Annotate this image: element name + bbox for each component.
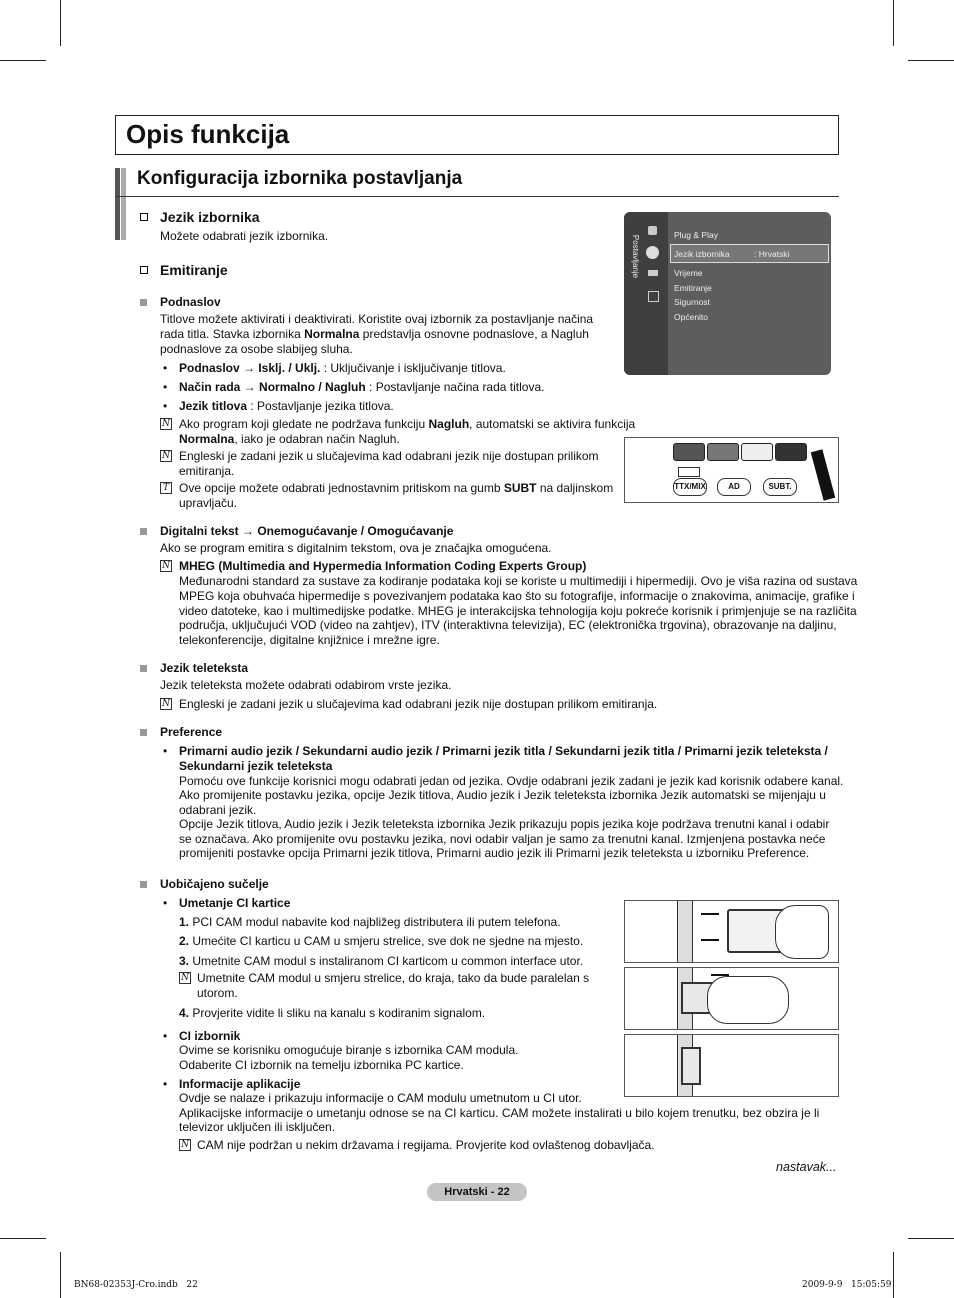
text: Sekundarni jezik teleteksta [179, 759, 333, 773]
channel-icon [648, 270, 658, 276]
menu-vertical-label: Postavljanje [631, 234, 641, 279]
text: Jezik teleteksta možete odabrati odabirom vrste jezika. [160, 678, 452, 692]
note-icon: N [160, 560, 172, 572]
text: Opcije Jezik titlova, Audio jezik i Jezik teleteksta izbornika Jezik prikazuju popis jezika koje podržava trenutni kanal i odabir [179, 817, 830, 831]
text: Titlove možete aktivirati i deaktivirati. Koristite ovaj izbornik za postavljanje načina [160, 312, 594, 326]
crop-mark [908, 1238, 954, 1239]
subheading: Preference [160, 725, 223, 739]
note-title: MHEG (Multimedia and Hypermedia Information Coding Experts Group) [179, 559, 587, 573]
bullet: • [163, 1029, 168, 1043]
continued-label: nastavak... [776, 1160, 837, 1174]
note-text: CAM nije podržan u nekim državama i regijama. Provjerite kod ovlaštenog dobavljača. [197, 1138, 655, 1152]
text: promijeniti postavke opcija Primarni jezik titlova, Primarni audio jezik ili Primarni jezik teleteksta u izborniku Preference. [179, 846, 810, 860]
bullet: • [163, 399, 168, 413]
cam-figure-2 [624, 967, 839, 1030]
note-icon: N [179, 972, 191, 984]
subheading: Digitalni tekst → Onemogućavanje / Omogućavanje [160, 524, 454, 538]
section-title: Konfiguracija izbornika postavljanja [137, 168, 463, 189]
note-icon: N [160, 698, 172, 710]
subheading: Podnaslov [160, 295, 221, 309]
hand [775, 905, 829, 959]
bullet: • [163, 896, 168, 910]
remote-button-red [673, 443, 705, 461]
ad-button: AD [717, 478, 751, 496]
text: Možete odabrati jezik izbornika. [160, 229, 329, 243]
text: CI izbornik [179, 1029, 241, 1043]
text-line: rada titla. Stavka izbornika Normalna predstavlja osnovne podnaslove, a Nagluh [160, 327, 589, 341]
heading-emitiranje: Emitiranje [160, 262, 228, 278]
square-bullet [140, 528, 147, 535]
note-line: Ove opcije možete odabrati jednostavnim pritiskom na gumb SUBT na daljinskom [179, 481, 614, 495]
teletext-icon [678, 467, 700, 477]
checkbox-bullet [140, 266, 148, 274]
note-icon: N [160, 450, 172, 462]
note-text: upravljaču. [179, 496, 238, 510]
menu-item: Općenito [674, 312, 709, 322]
section-bar-dark [115, 168, 120, 240]
crop-mark [0, 60, 46, 61]
text: Pomoću ove funkcije korisnici mogu odabrati jedan od jezika. Ovdje odabrani jezik zadani je jezik kad korisnik odabere kanal. [179, 774, 844, 788]
heading-jezik-izbornika: Jezik izbornika [160, 209, 260, 225]
note-text: Međunarodni standard za sustave za kodiranje podataka koji se koriste u multimediji i hipermediji. Ovo je viša razina od sustava [179, 574, 858, 588]
bullet: • [163, 744, 168, 758]
gear-icon [646, 246, 659, 259]
text: Informacije aplikacije [179, 1077, 301, 1091]
text: se označava. Ako promijenite ovu postavku jezika, novi odabir valjan je samo za trenutni kanal. Izmjenjena postavka neće [179, 832, 826, 846]
cam-figure-3 [624, 1034, 839, 1097]
page-title: Opis funkcija [126, 119, 290, 149]
remote-button-green [707, 443, 739, 461]
cam-module-inserted [681, 1047, 701, 1085]
subt-button: SUBT. [763, 478, 797, 496]
cam-figure-1 [624, 900, 839, 963]
remote-button-yellow [741, 443, 773, 461]
square-bullet [140, 729, 147, 736]
remote-figure [624, 437, 839, 503]
text: odabrani jezik. [179, 803, 257, 817]
arrow-left-icon [701, 939, 719, 941]
note-text: telekonferencije, digitalne knjižnice i mrežne igre. [179, 633, 440, 647]
menu-item: Plug & Play [674, 230, 718, 240]
hand [707, 976, 789, 1024]
step: 3. Umetnite CAM modul s instaliranom CI karticom u common interface utor. [179, 954, 584, 968]
note-text: MPEG koja obuhvaća hipermedije s povezivanjem podataka kao što su fotografije, informacije o znakovima, animacije, grafike i [179, 589, 855, 603]
menu-item: Sigurnost [674, 297, 710, 307]
note-line: Normalna, iako je odabran način Nagluh. [179, 432, 400, 446]
page-number-badge: Hrvatski - 22 [427, 1183, 527, 1201]
setup-menu-figure [624, 212, 831, 375]
footer-file: BN68-02353J-Cro.indb 22 [74, 1280, 198, 1290]
help-icon [648, 291, 659, 302]
text-line: Način rada → Normalno / Nagluh : Postavljanje načina rada titlova. [179, 380, 545, 394]
note-text: Engleski je zadani jezik u slučajevima kad odabrani jezik nije dostupan prilikom emitiranja. [179, 697, 658, 711]
note-text: Umetnite CAM modul u smjeru strelice, do kraja, tako da bude paralelan s [197, 971, 590, 985]
text-line: Podnaslov → Isklj. / Uklj. : Uključivanje i isključivanje titlova. [179, 361, 506, 375]
note-icon: N [179, 1139, 191, 1151]
ttx-mix-button: TTX/MIX [673, 478, 707, 496]
text: Umetanje CI kartice [179, 896, 291, 910]
menu-item-selected: Jezik izbornika [674, 249, 730, 259]
note-text: područja, uključujući VOD (video na zahtjev), ITV (interaktivna televizija), EC (elektronička trgovina), obrazovanje na daljinu, [179, 618, 837, 632]
menu-item: Vrijeme [674, 268, 703, 278]
subheading: Uobičajeno sučelje [160, 877, 269, 891]
text: televizor uključen ili isključen. [179, 1120, 336, 1134]
note-icon: N [160, 418, 172, 430]
text: podnaslove za osobe slabijeg sluha. [160, 342, 353, 356]
step: 2. Umećite CI karticu u CAM u smjeru strelice, sve dok ne sjedne na mjesto. [179, 934, 584, 948]
note-text: video datoteke, kao i multimedijske podatke. MHEG je interakcijska tehnologija koju pokreće korisnik i primjenjuje se na različita [179, 604, 857, 618]
bullet: • [163, 380, 168, 394]
bullet: • [163, 1077, 168, 1091]
square-bullet [140, 665, 147, 672]
menu-selected-value: : Hrvatski [754, 249, 790, 259]
text: Ako promijenite postavku jezika, opcije Jezik titlova, Audio jezik i Jezik teleteksta izbornika Jezik automatski se mijenjaju u [179, 788, 826, 802]
text: Odaberite CI izbornik na temelju izbornika PC kartice. [179, 1058, 464, 1072]
picture-icon [648, 226, 657, 235]
text-line: Jezik titlova : Postavljanje jezika titlova. [179, 399, 394, 413]
text: Aplikacijske informacije o umetanju odnose se na CI karticu. CAM možete instalirati u bilo kojem trenutku, bez obzira je li [179, 1106, 820, 1120]
crop-mark [0, 1238, 46, 1239]
checkbox-bullet [140, 213, 148, 221]
text: Ovime se korisniku omogućuje biranje s izbornika CAM modula. [179, 1043, 519, 1057]
note-text: utorom. [197, 986, 238, 1000]
menu-item: Emitiranje [674, 283, 712, 293]
arrow-left-icon [701, 913, 719, 915]
tv-slot [677, 901, 693, 962]
square-bullet [140, 299, 147, 306]
hand-pointer [811, 449, 836, 500]
square-bullet [140, 881, 147, 888]
crop-mark [60, 0, 61, 46]
section-bar-light [121, 168, 126, 240]
footer-timestamp: 2009-9-9 15:05:59 [802, 1280, 892, 1290]
text: Ako se program emitira s digitalnim tekstom, ova je značajka omogućena. [160, 541, 552, 555]
tip-icon: T [160, 482, 172, 494]
text: Primarni audio jezik / Sekundarni audio jezik / Primarni jezik titla / Sekundarni jezik titla / Primarni jezik teleteksta / [179, 744, 828, 758]
step: 4. Provjerite vidite li sliku na kanalu s kodiranim signalom. [179, 1006, 486, 1020]
crop-mark [893, 1252, 894, 1298]
step: 1. PCI CAM modul nabavite kod najbližeg distributera ili putem telefona. [179, 915, 561, 929]
crop-mark [908, 60, 954, 61]
note-text: Engleski je zadani jezik u slučajevima kad odabrani jezik nije dostupan prilikom [179, 449, 599, 463]
remote-button-blue [775, 443, 807, 461]
bullet: • [163, 361, 168, 375]
subheading: Jezik teleteksta [160, 661, 249, 675]
crop-mark [893, 0, 894, 46]
crop-mark [60, 1252, 61, 1298]
text: Ovdje se nalaze i prikazuju informacije o CAM modulu umetnutom u CI utor. [179, 1091, 582, 1105]
note-text: emitiranja. [179, 464, 235, 478]
note-line: Ako program koji gledate ne podržava funkciju Nagluh, automatski se aktivira funkcija [179, 417, 636, 431]
section-rule [115, 196, 839, 197]
